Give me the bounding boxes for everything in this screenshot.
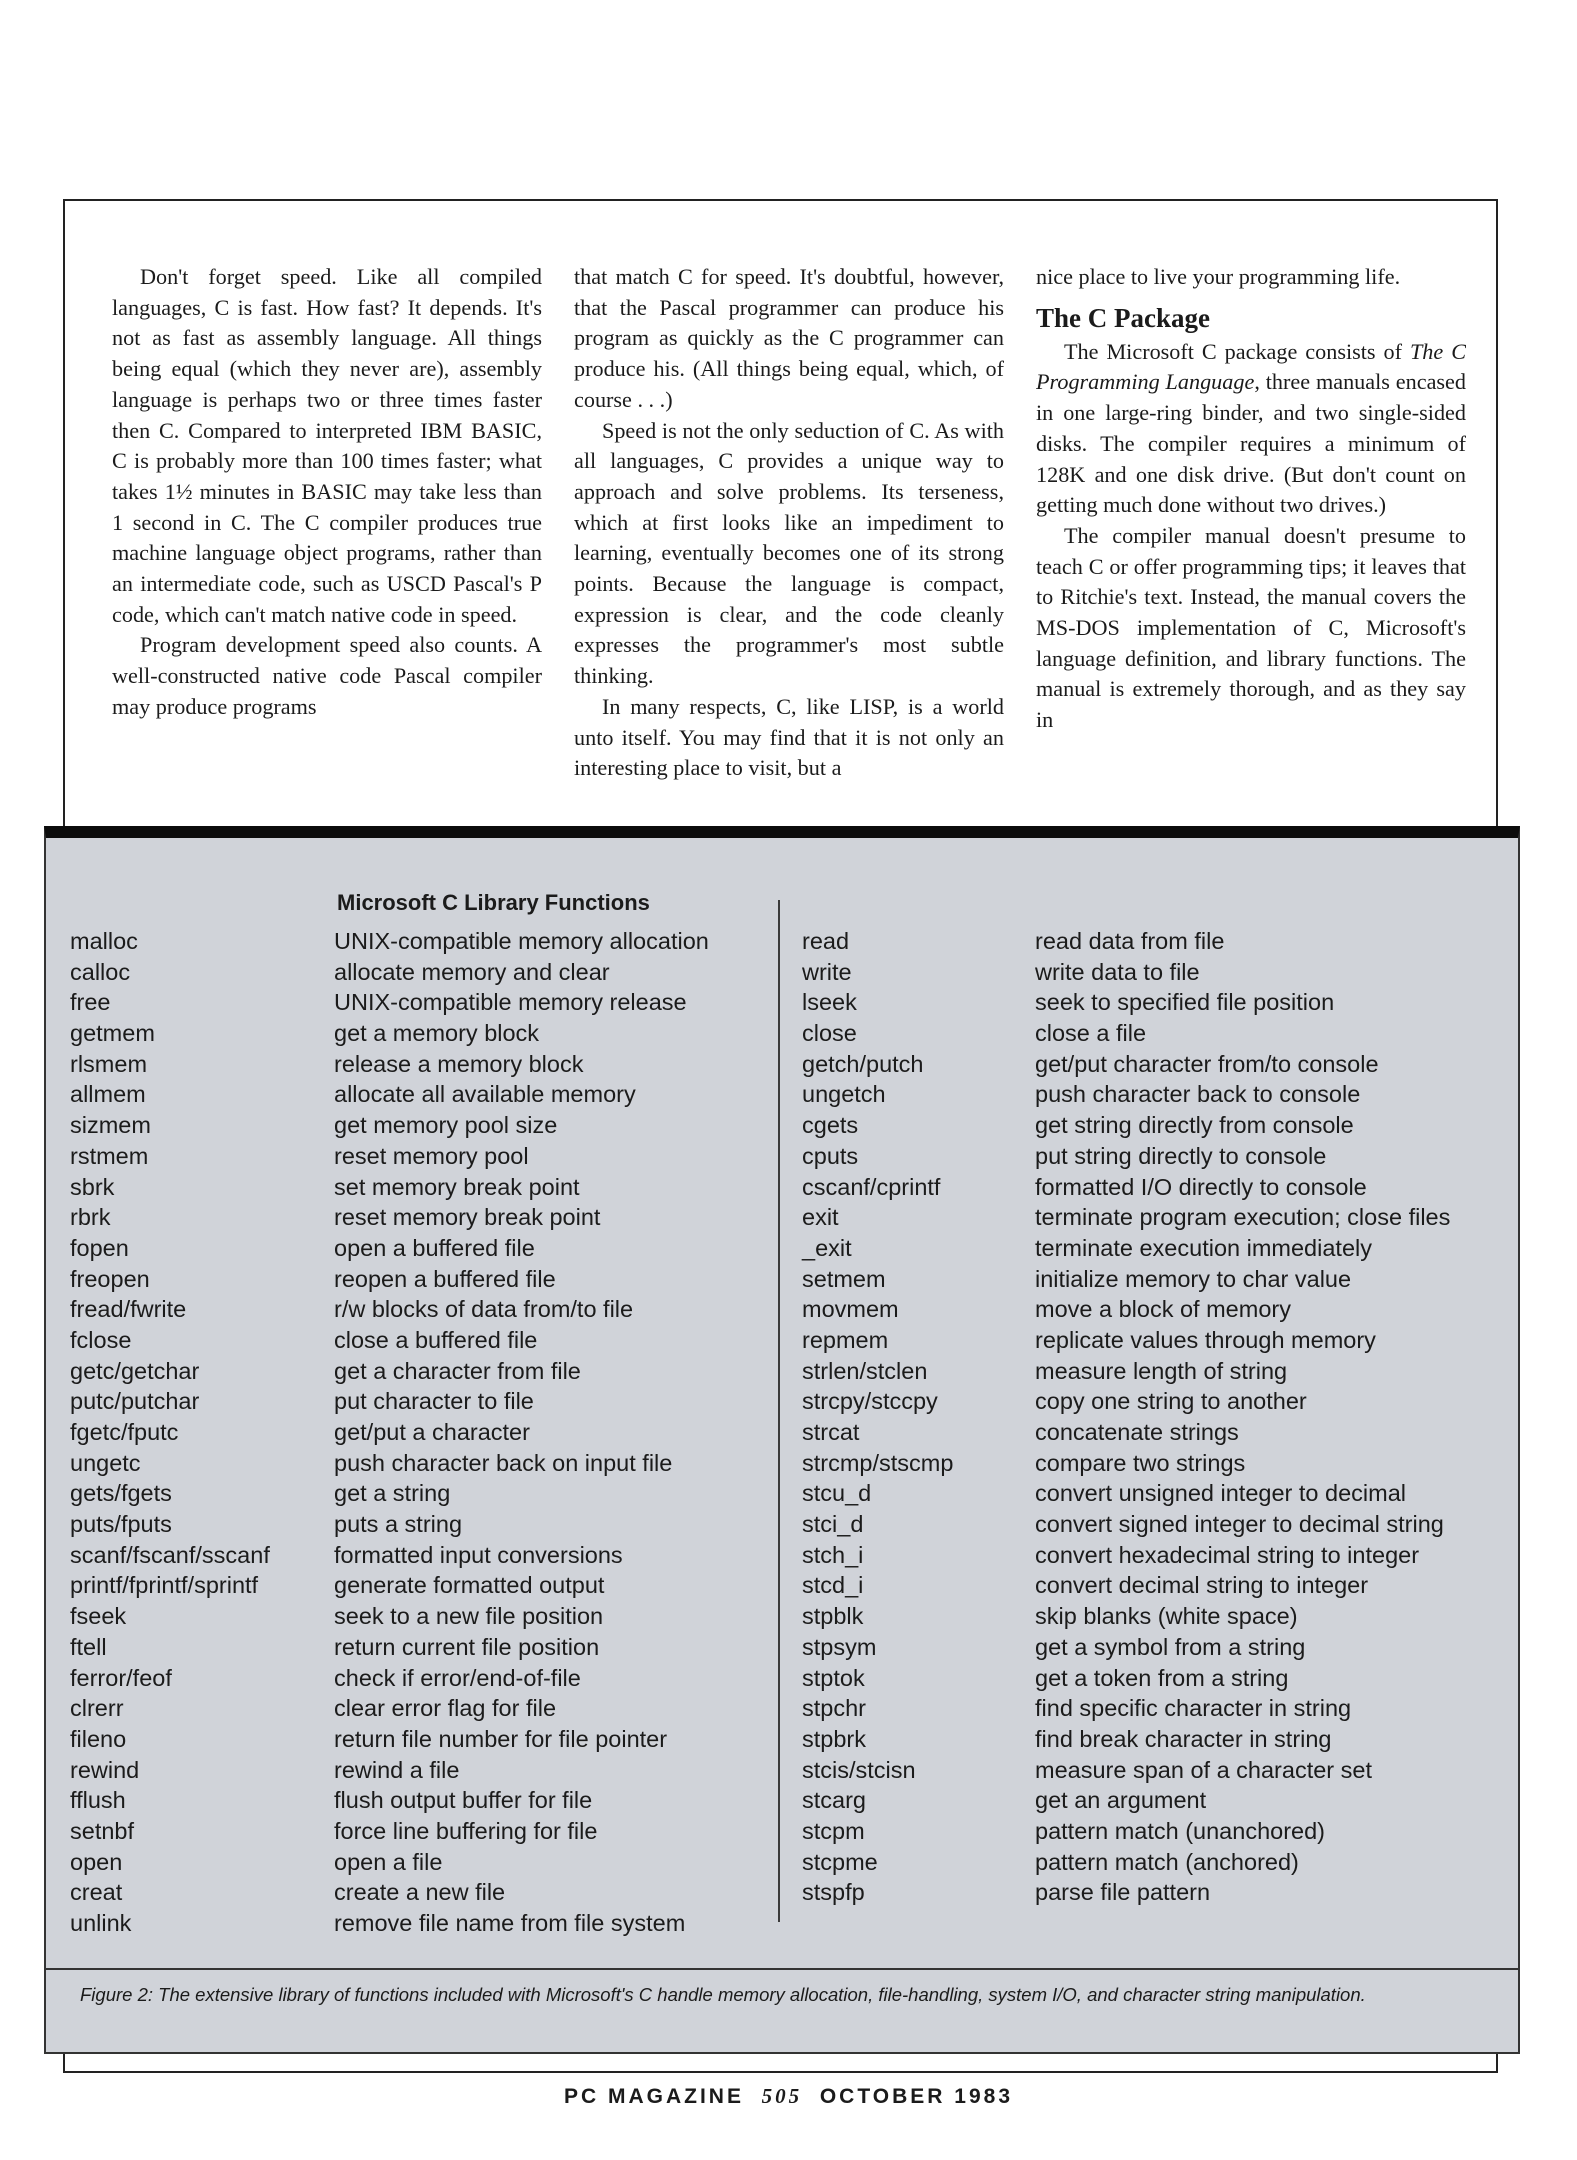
function-row — [70, 1847, 709, 1878]
function-row — [802, 1847, 1450, 1878]
function-row — [802, 1632, 1450, 1663]
function-description: open a file — [334, 1848, 443, 1875]
function-description: create a new file — [334, 1879, 506, 1906]
function-row — [802, 957, 1450, 988]
function-name: calloc — [70, 958, 131, 985]
function-name: allmem — [70, 1081, 146, 1108]
function-row — [70, 1141, 709, 1172]
function-description: formatted I/O directly to console — [1035, 1173, 1367, 1200]
function-row — [70, 1663, 709, 1694]
function-name: movmem — [802, 1296, 899, 1323]
function-description: pattern match (anchored) — [1035, 1848, 1299, 1875]
function-name: strlen/stclen — [802, 1357, 928, 1384]
function-row — [70, 1693, 709, 1724]
book-title: The C Programming Language — [1036, 338, 1466, 395]
function-row — [802, 1172, 1450, 1203]
function-description: get memory pool size — [334, 1112, 558, 1139]
function-name: sbrk — [70, 1173, 115, 1200]
article-column-1 — [112, 262, 542, 802]
function-description: check if error/end-of-file — [334, 1664, 581, 1691]
function-description: reset memory pool — [334, 1142, 529, 1169]
function-row — [70, 1294, 709, 1325]
paragraph: nice place to live your programming life. — [1036, 264, 1401, 289]
function-name: stcu_d — [802, 1480, 872, 1507]
function-row — [802, 1785, 1450, 1816]
function-description: allocate all available memory — [334, 1081, 636, 1108]
function-description: set memory break point — [334, 1173, 580, 1200]
function-name: write — [802, 958, 852, 985]
function-description: initialize memory to char value — [1035, 1265, 1352, 1292]
function-row — [802, 1264, 1450, 1295]
function-row — [70, 926, 709, 957]
function-name: getc/getchar — [70, 1357, 200, 1384]
function-description: flush output buffer for file — [334, 1787, 593, 1814]
function-name: stcpm — [802, 1817, 865, 1844]
function-description: get/put character from/to console — [1035, 1050, 1379, 1077]
function-description: parse file pattern — [1035, 1879, 1211, 1906]
function-name: exit — [802, 1204, 839, 1231]
function-row — [802, 1202, 1450, 1233]
paragraph: that match C for speed. It's doubtful, however, that the Pascal programmer can produce his program as quickly as the C programmer can produce his. (All things being equal, which, of course . . .) — [574, 264, 1004, 412]
function-description: get a memory block — [334, 1020, 540, 1047]
function-name: freopen — [70, 1265, 150, 1292]
function-row — [70, 957, 709, 988]
function-description: convert decimal string to integer — [1035, 1572, 1369, 1599]
function-row — [802, 1233, 1450, 1264]
function-description: find specific character in string — [1035, 1695, 1352, 1722]
function-description: get a token from a string — [1035, 1664, 1289, 1691]
function-name: fgetc/fputc — [70, 1419, 179, 1445]
function-name: setmem — [802, 1265, 886, 1292]
function-row — [70, 1356, 709, 1387]
function-description: reset memory break point — [334, 1204, 601, 1231]
function-name: open — [70, 1848, 123, 1875]
function-row — [802, 1478, 1450, 1509]
left-function-table — [70, 926, 709, 1939]
function-description: concatenate strings — [1035, 1419, 1239, 1445]
function-description: reopen a buffered file — [334, 1265, 556, 1292]
function-description: find break character in string — [1035, 1725, 1332, 1752]
function-row — [802, 926, 1450, 957]
function-description: convert unsigned integer to decimal — [1035, 1480, 1406, 1507]
function-description: get an argument — [1035, 1787, 1207, 1814]
function-description: measure span of a character set — [1035, 1756, 1373, 1783]
function-row — [70, 1724, 709, 1755]
function-description: allocate memory and clear — [334, 958, 610, 985]
function-description: put string directly to console — [1035, 1142, 1327, 1169]
function-name: fopen — [70, 1234, 129, 1261]
function-description: copy one string to another — [1035, 1388, 1307, 1415]
function-name: cscanf/cprintf — [802, 1173, 941, 1200]
function-description: compare two strings — [1035, 1449, 1246, 1476]
function-description: close a file — [1035, 1020, 1147, 1047]
function-row — [802, 1448, 1450, 1479]
column-divider — [778, 900, 780, 1922]
function-description: get a string — [334, 1480, 451, 1507]
function-name: stpbrk — [802, 1725, 866, 1752]
function-name: strcpy/stccpy — [802, 1388, 938, 1415]
function-name: puts/fputs — [70, 1511, 172, 1538]
function-description: open a buffered file — [334, 1234, 535, 1261]
text-run: The Microsoft C package consists of — [1064, 338, 1410, 364]
function-row — [802, 1417, 1450, 1448]
function-row — [802, 987, 1450, 1018]
function-name: ungetc — [70, 1449, 141, 1476]
function-row — [70, 1570, 709, 1601]
function-row — [70, 1172, 709, 1203]
function-description: formatted input conversions — [334, 1541, 623, 1568]
function-name: stcis/stcisn — [802, 1756, 916, 1783]
function-name: ferror/feof — [70, 1664, 172, 1691]
function-row — [802, 1724, 1450, 1755]
function-name: rewind — [70, 1756, 140, 1783]
function-row — [70, 987, 709, 1018]
function-description: terminate program execution; close files — [1035, 1204, 1451, 1231]
function-name: stcarg — [802, 1787, 866, 1814]
function-description: measure length of string — [1035, 1357, 1288, 1384]
text-run: , three manuals encased in one large-ring binder, and two single-sided disks. The compiler requires a minimum of 128K and one disk drive. (But don't count on getting much done without two drives.) — [1036, 369, 1466, 518]
function-description: read data from file — [1035, 928, 1225, 954]
function-name: fclose — [70, 1326, 132, 1353]
function-row — [802, 1816, 1450, 1847]
function-description: put character to file — [334, 1388, 534, 1415]
function-name: stpchr — [802, 1695, 866, 1722]
function-name: stcd_i — [802, 1572, 864, 1599]
function-name: stspfp — [802, 1879, 865, 1906]
function-row — [802, 1079, 1450, 1110]
function-description: force line buffering for file — [334, 1817, 598, 1844]
function-description: return current file position — [334, 1633, 600, 1660]
function-description: get/put a character — [334, 1419, 530, 1445]
function-description: release a memory block — [334, 1050, 584, 1077]
issue-date: OCTOBER 1983 — [819, 2085, 1013, 2108]
article-column-3 — [1036, 262, 1466, 802]
figure-caption: Figure 2: The extensive library of functions included with Microsoft's C handle memory allocation, file-handling, system I/O, and character string manipulation. — [46, 1968, 1518, 2008]
function-row — [70, 1601, 709, 1632]
function-row — [70, 1233, 709, 1264]
function-description: rewind a file — [334, 1756, 460, 1783]
function-name: gets/fgets — [70, 1480, 172, 1507]
function-row — [802, 1386, 1450, 1417]
function-description: remove file name from file system — [334, 1910, 686, 1936]
function-row — [70, 1877, 709, 1908]
function-name: unlink — [70, 1910, 132, 1936]
function-description: skip blanks (white space) — [1035, 1603, 1298, 1630]
function-description: convert hexadecimal string to integer — [1035, 1541, 1420, 1568]
function-name: lseek — [802, 989, 857, 1016]
function-row — [802, 1570, 1450, 1601]
function-name: scanf/fscanf/sscanf — [70, 1541, 270, 1568]
function-name: read — [802, 928, 850, 954]
function-row — [802, 1049, 1450, 1080]
function-name: stpblk — [802, 1603, 864, 1630]
function-description: close a buffered file — [334, 1326, 538, 1353]
function-row — [802, 1540, 1450, 1571]
function-name: ftell — [70, 1633, 107, 1660]
function-row — [70, 1785, 709, 1816]
function-name: rbrk — [70, 1204, 111, 1231]
function-description: puts a string — [334, 1511, 463, 1538]
article-body — [112, 262, 1482, 802]
function-row — [802, 1663, 1450, 1694]
function-row — [802, 1110, 1450, 1141]
function-name: setnbf — [70, 1817, 135, 1844]
section-heading: The C Package — [1036, 302, 1210, 333]
function-row — [802, 1877, 1450, 1908]
function-row — [70, 1632, 709, 1663]
function-description: move a block of memory — [1035, 1296, 1291, 1323]
function-description: convert signed integer to decimal string — [1035, 1511, 1444, 1538]
function-row — [70, 1816, 709, 1847]
function-row — [70, 1478, 709, 1509]
function-name: rstmem — [70, 1142, 149, 1169]
paragraph: The compiler manual doesn't presume to teach C or offer programming tips; it leaves that to Ritchie's text. Instead, the manual covers the MS-DOS implementation of C, Microsoft's language definition, and library functions. The manual is extremely thorough, and as they say in — [1036, 522, 1466, 733]
function-row — [802, 1693, 1450, 1724]
function-description: pattern match (unanchored) — [1035, 1817, 1325, 1844]
function-row — [70, 1755, 709, 1786]
function-description: push character back to console — [1035, 1081, 1361, 1108]
function-name: malloc — [70, 928, 138, 954]
paragraph: In many respects, C, like LISP, is a world unto itself. You may find that it is not only an interesting place to visit, but a — [574, 693, 1004, 781]
function-description: return file number for file pointer — [334, 1725, 668, 1752]
paragraph: Program development speed also counts. A well-constructed native code Pascal compiler may produce programs — [112, 632, 542, 719]
function-description: get a character from file — [334, 1357, 581, 1384]
function-row — [70, 1110, 709, 1141]
function-description: generate formatted output — [334, 1572, 605, 1599]
function-description: r/w blocks of data from/to file — [334, 1296, 634, 1323]
library-functions-figure — [44, 826, 1520, 2054]
function-description: replicate values through memory — [1035, 1326, 1376, 1353]
function-name: fseek — [70, 1603, 127, 1630]
function-row — [802, 1755, 1450, 1786]
function-name: _exit — [802, 1234, 852, 1261]
function-description: clear error flag for file — [334, 1695, 557, 1722]
paragraph: Speed is not the only seduction of C. As with all languages, C provides a unique way to approach and solve problems. Its terseness, which at first looks like an impediment to learning, eventually becomes one of its strong points. Because the language is compact, expression is clear, and the code cleanly expresses the programmer's most subtle thinking. — [574, 417, 1004, 689]
function-row — [70, 1018, 709, 1049]
function-name: rlsmem — [70, 1050, 148, 1077]
function-name: stptok — [802, 1664, 865, 1691]
function-name: ungetch — [802, 1081, 886, 1108]
function-row — [70, 1540, 709, 1571]
function-name: fread/fwrite — [70, 1296, 187, 1323]
function-row — [70, 1264, 709, 1295]
function-row — [802, 1294, 1450, 1325]
paragraph: Don't forget speed. Like all compiled languages, C is fast. How fast? It depends. It's not as fast as assembly language. All things being equal (which they never are), assembly language is perhaps two or three times faster then C. Compared to interpreted IBM BASIC, C is probably more than 100 times faster; what takes 1½ minutes in BASIC may take less than 1 second in C. The C compiler produces true machine language object programs, rather than an intermediate code, such as USCD Pascal's P code, which can't match native code in speed. — [112, 264, 542, 627]
magazine-name: PC MAGAZINE — [563, 2085, 744, 2108]
function-row — [802, 1141, 1450, 1172]
function-row — [70, 1509, 709, 1540]
function-row — [802, 1601, 1450, 1632]
function-row — [802, 1018, 1450, 1049]
function-row — [70, 1325, 709, 1356]
function-name: repmem — [802, 1326, 889, 1353]
function-name: cputs — [802, 1142, 859, 1169]
function-row — [802, 1325, 1450, 1356]
function-description: seek to a new file position — [334, 1603, 604, 1630]
function-row — [70, 1079, 709, 1110]
function-description: seek to specified file position — [1035, 989, 1335, 1016]
function-description: get a symbol from a string — [1035, 1633, 1306, 1660]
right-function-table — [802, 926, 1450, 1908]
function-name: stpsym — [802, 1633, 877, 1660]
function-name: fileno — [70, 1725, 127, 1752]
page-number: 505 — [761, 2084, 803, 2108]
function-name: stch_i — [802, 1541, 864, 1568]
figure-title: Microsoft C Library Functions — [337, 890, 650, 915]
function-row — [802, 1509, 1450, 1540]
function-name: creat — [70, 1879, 123, 1906]
function-name: putc/putchar — [70, 1388, 200, 1415]
function-name: strcmp/stscmp — [802, 1449, 954, 1476]
article-column-2 — [574, 262, 1004, 802]
function-name: sizmem — [70, 1112, 151, 1139]
function-row — [70, 1049, 709, 1080]
function-description: write data to file — [1035, 958, 1200, 985]
paragraph — [1036, 337, 1466, 521]
function-name: getmem — [70, 1020, 155, 1047]
function-name: fflush — [70, 1787, 126, 1814]
function-row — [70, 1908, 709, 1939]
function-description: UNIX-compatible memory allocation — [334, 928, 709, 954]
function-row — [70, 1386, 709, 1417]
function-name: free — [70, 989, 111, 1016]
function-description: get string directly from console — [1035, 1112, 1354, 1139]
function-name: clrerr — [70, 1695, 124, 1722]
function-description: UNIX-compatible memory release — [334, 989, 687, 1016]
function-name: cgets — [802, 1112, 859, 1139]
function-name: stci_d — [802, 1511, 864, 1538]
function-name: stcpme — [802, 1848, 878, 1875]
function-row — [802, 1356, 1450, 1387]
function-name: printf/fprintf/sprintf — [70, 1572, 259, 1599]
function-row — [70, 1448, 709, 1479]
function-name: close — [802, 1020, 857, 1047]
function-name: getch/putch — [802, 1050, 924, 1077]
page-footer — [0, 2084, 1577, 2109]
function-name: strcat — [802, 1419, 860, 1445]
function-row — [70, 1417, 709, 1448]
function-description: terminate execution immediately — [1035, 1234, 1372, 1261]
function-row — [70, 1202, 709, 1233]
function-description: push character back on input file — [334, 1449, 673, 1476]
